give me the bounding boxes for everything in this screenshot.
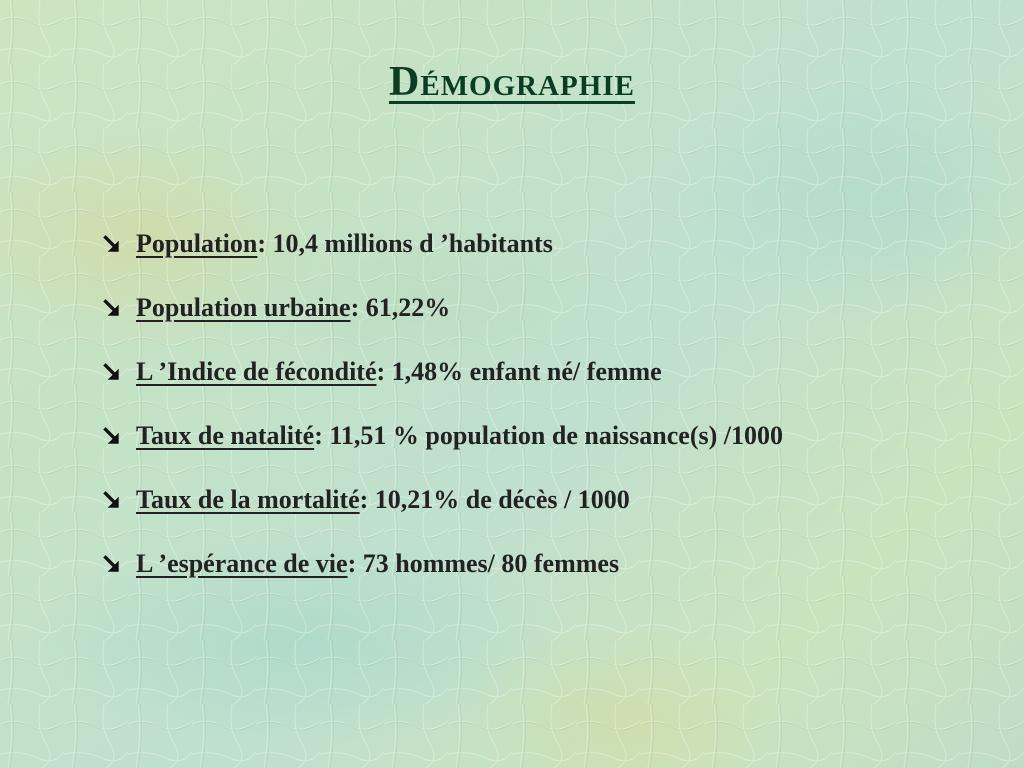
arrow-down-right-icon xyxy=(100,425,122,447)
bullet-item-fertility xyxy=(100,340,783,404)
bullet-label: Population urbaine xyxy=(136,293,351,322)
bullet-value: : 1,48% enfant né/ femme xyxy=(376,357,662,386)
arrow-down-right-icon xyxy=(100,361,122,383)
bullet-value: : 11,51 % population de naissance(s) /1000 xyxy=(314,421,783,450)
bullet-value: : 61,22% xyxy=(350,293,451,322)
arrow-down-right-icon xyxy=(100,489,122,511)
bullet-list xyxy=(100,212,783,596)
bullet-label: L ’espérance de vie xyxy=(136,549,348,578)
bullet-item-mortality xyxy=(100,468,783,532)
arrow-down-right-icon xyxy=(100,297,122,319)
bullet-item-birth-rate xyxy=(100,404,783,468)
bullet-label: Taux de la mortalité xyxy=(136,485,360,514)
bullet-value: : 73 hommes/ 80 femmes xyxy=(347,549,620,578)
bullet-label: Population xyxy=(136,229,258,258)
arrow-down-right-icon xyxy=(100,233,122,255)
bullet-item-population xyxy=(100,212,783,276)
bullet-item-urban-population xyxy=(100,276,783,340)
arrow-down-right-icon xyxy=(100,553,122,575)
slide-title-text: Démographie xyxy=(389,59,635,105)
bullet-label: Taux de natalité xyxy=(136,421,315,450)
slide-title xyxy=(0,58,1024,106)
bullet-label: L ’Indice de fécondité xyxy=(136,357,377,386)
bullet-value: : 10,4 millions d ’habitants xyxy=(257,229,553,258)
bullet-item-life-expectancy xyxy=(100,532,783,596)
bullet-value: : 10,21% de décès / 1000 xyxy=(359,485,630,514)
